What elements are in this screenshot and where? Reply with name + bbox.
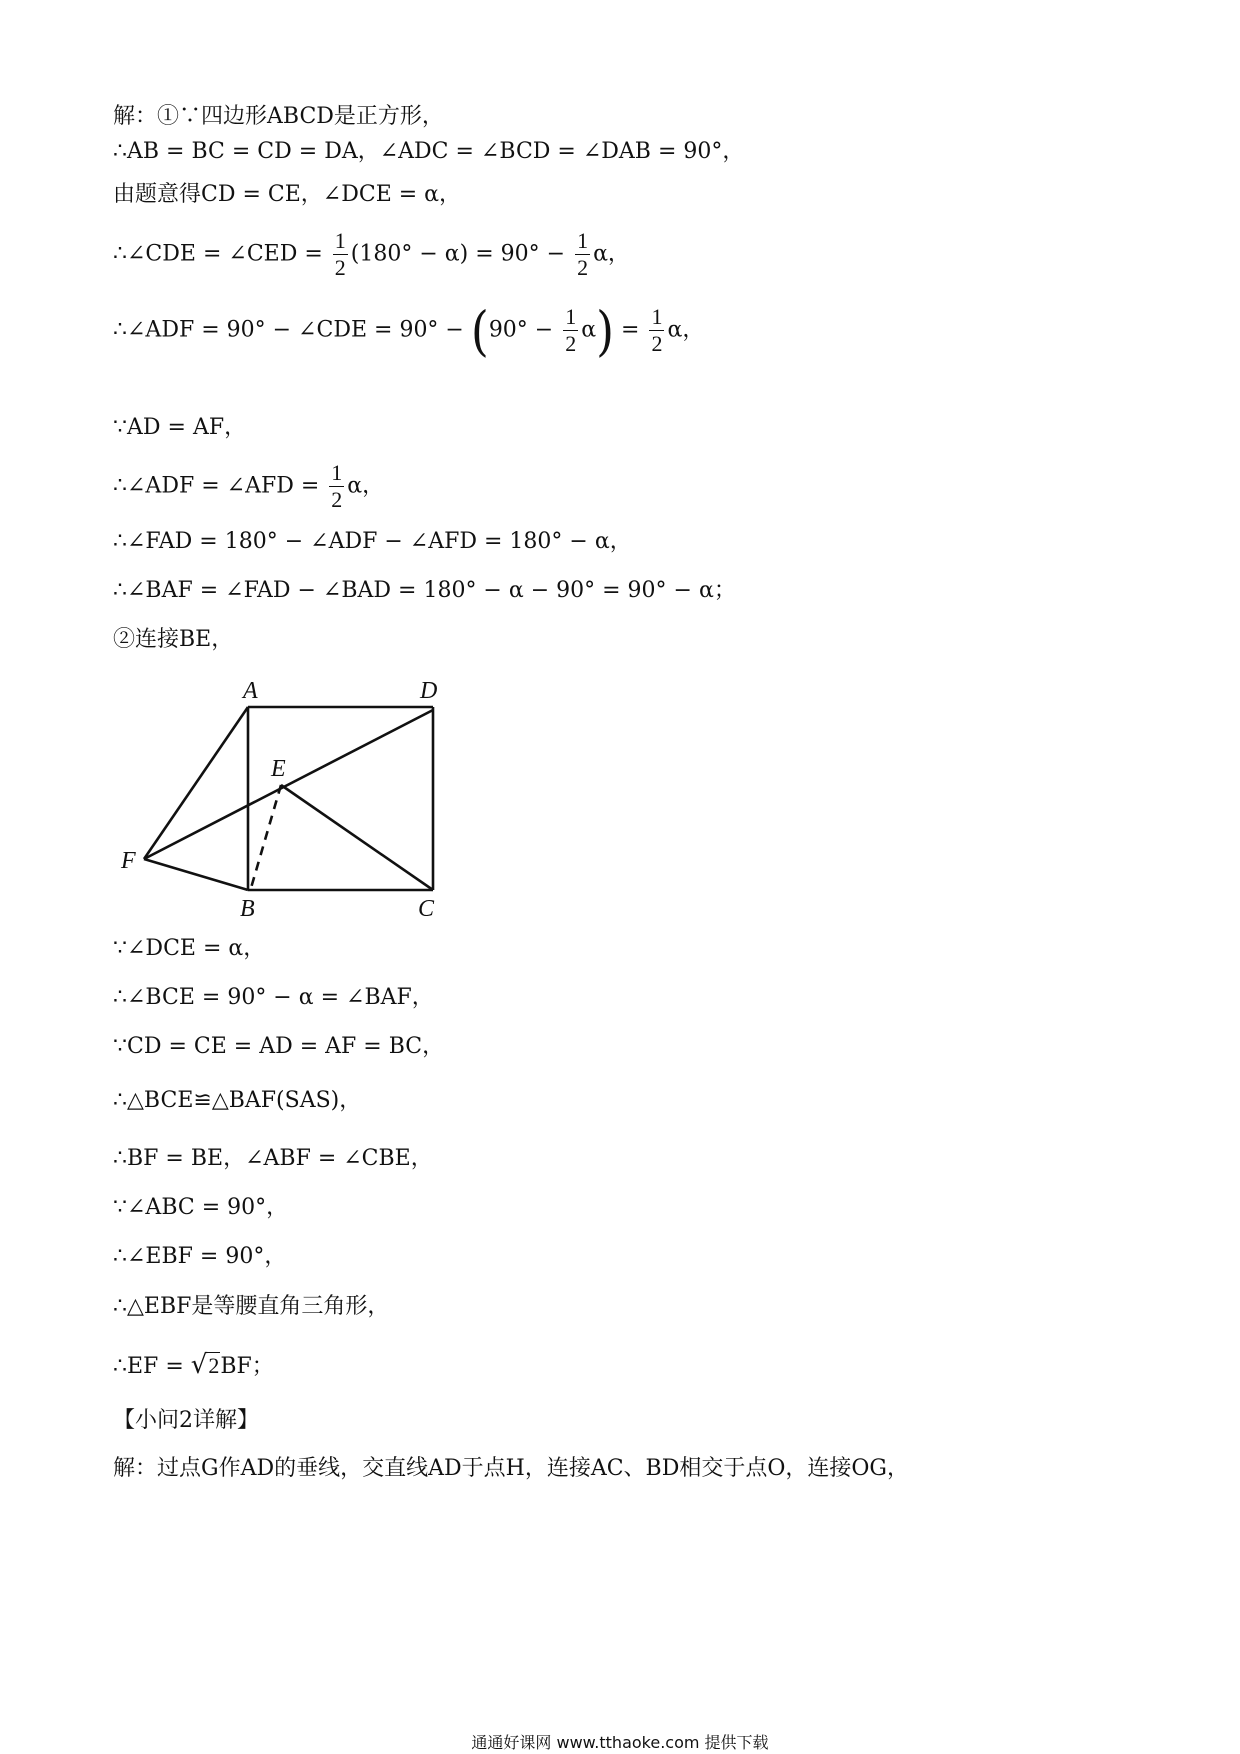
solution-line-17: ∴∠EBF = 90°， (113, 1244, 287, 1269)
solution-line-6: ∵AD = AF， (113, 415, 247, 440)
solution-line-19: ∴EF = √2BF； (113, 1350, 274, 1380)
page-footer: 通通好课网 www.tthaoke.com 提供下载 (471, 1733, 769, 1752)
fraction-half: $\frac{1}{2}$ (565, 304, 577, 356)
solution-line-4: ∴∠CDE = ∠CED = $\frac{1}{2}$ (180° − α) = 90° − $\frac{1}{2}$ α， (113, 228, 630, 280)
solution-line-2: ∴AB = BC = CD = DA，∠ADC = ∠BCD = ∠DAB = 90°， (113, 139, 745, 164)
solution-line-5: ∴∠ADF = 90° − ∠CDE = 90° − (90° − $\frac{1}{2}$ α) = $\frac{1}{2}$ α， (113, 299, 705, 362)
solution-line-1: 解：①∵四边形ABCD是正方形， (113, 104, 444, 129)
segment-AF (144, 707, 248, 859)
fraction-half: $\frac{1}{2}$ (651, 304, 663, 356)
solution-line-10: ②连接BE， (113, 627, 234, 652)
fraction-half: $\frac{1}{2}$ (334, 228, 346, 280)
solution-line-18: ∴△EBF是等腰直角三角形， (113, 1294, 390, 1319)
label-D: D (420, 678, 438, 704)
solution-line-8: ∴∠FAD = 180° − ∠ADF − ∠AFD = 180° − α， (113, 529, 632, 554)
segment-FD (144, 710, 433, 859)
segment-FB (144, 859, 248, 890)
fraction-half: $\frac{1}{2}$ (577, 228, 589, 280)
solution-line-3: 由题意得CD = CE，∠DCE = α， (113, 182, 462, 207)
solution-line-7: ∴∠ADF = ∠AFD = $\frac{1}{2}$ α， (113, 460, 385, 512)
geometry-diagram (113, 672, 453, 922)
label-A: A (243, 678, 258, 704)
solution-line-14: ∴△BCE≌△BAF(SAS)， (113, 1088, 362, 1113)
solution-line-12: ∴∠BCE = 90° − α = ∠BAF， (113, 985, 434, 1010)
label-B: B (240, 896, 255, 922)
label-E: E (271, 756, 286, 782)
section-heading-part-2: 【小问2详解】 (113, 1408, 259, 1433)
solution-line-11: ∵∠DCE = α， (113, 936, 266, 961)
solution-line-15: ∴BF = BE，∠ABF = ∠CBE， (113, 1146, 433, 1171)
solution-line-9: ∴∠BAF = ∠FAD − ∠BAD = 180° − α − 90° = 90° − α； (113, 578, 736, 603)
label-F: F (121, 848, 136, 874)
fraction-half: $\frac{1}{2}$ (331, 460, 343, 512)
solution-line-16: ∵∠ABC = 90°， (113, 1195, 289, 1220)
label-C: C (418, 896, 435, 922)
segment-EC (281, 785, 433, 890)
solution-line-13: ∵CD = CE = AD = AF = BC， (113, 1034, 445, 1059)
solution-line-part-2: 解：过点G作AD的垂线，交直线AD于点H，连接AC、BD相交于点O，连接OG， (113, 1456, 909, 1481)
